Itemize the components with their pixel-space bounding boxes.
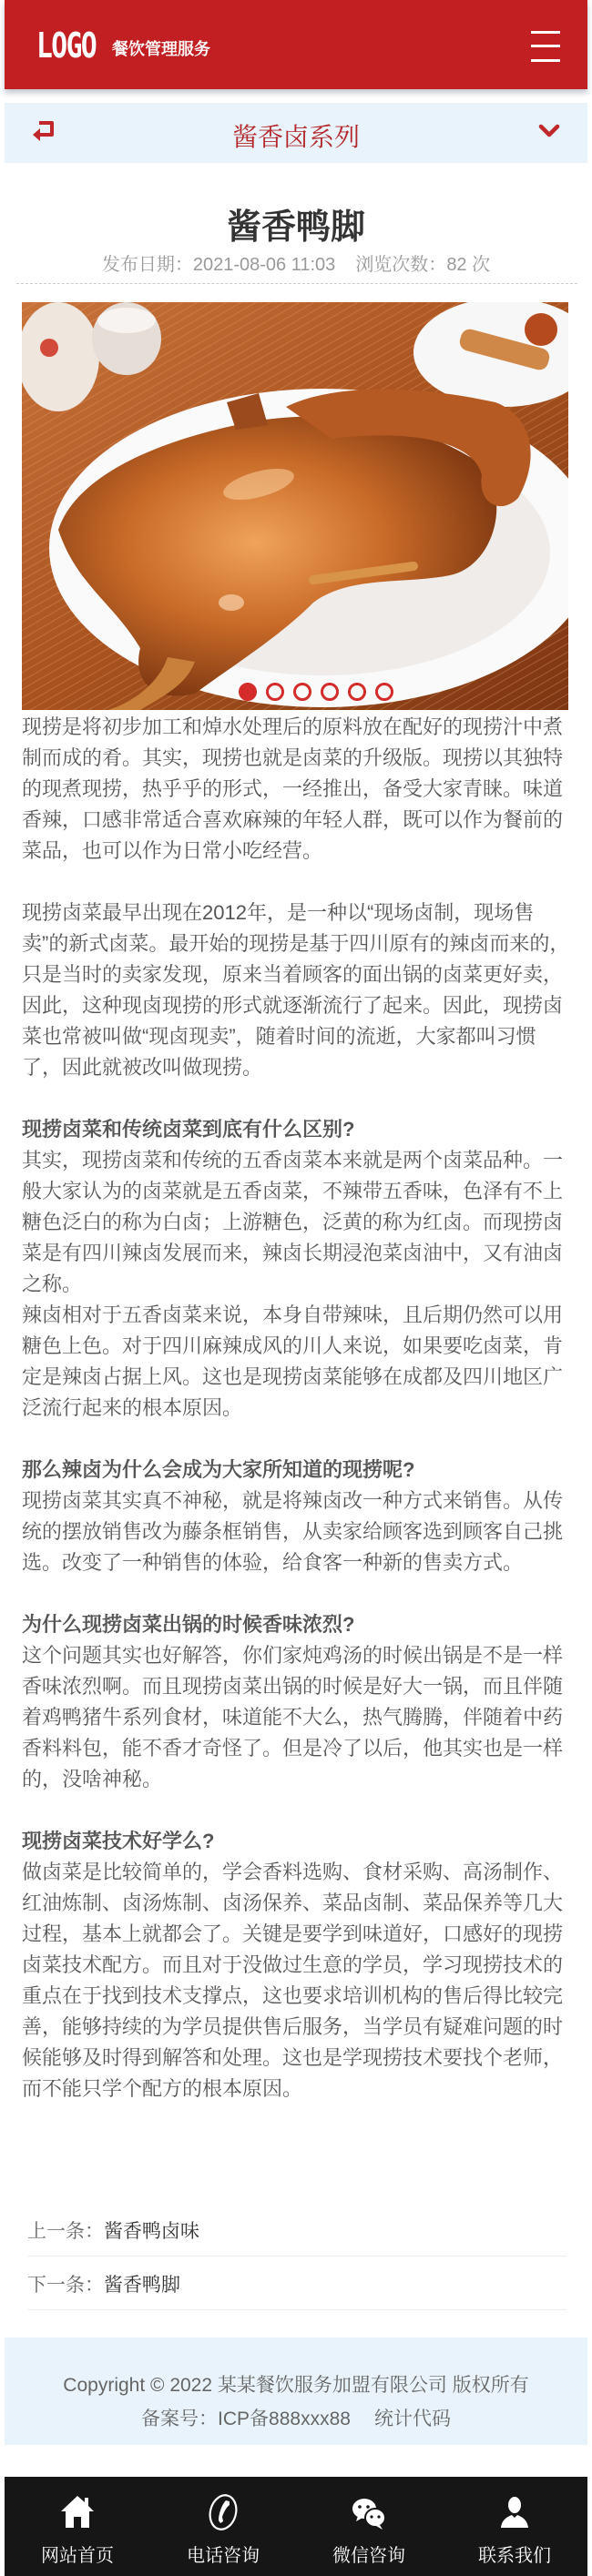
site-header: [5, 0, 587, 89]
nav-contact[interactable]: [442, 2477, 587, 2576]
paragraph: 其实，现捞卤菜和传统的五香卤菜本来就是两个卤菜品种。一般大家认为的卤菜就是五香卤菜，不辣带五香味，色泽有不上糖色泛白的称为白卤；上游糖色，泛黄的称为红卤。而现捞卤菜是有四川辣卤发展而来，辣卤长期浸泡菜卤油中，又有油卤之称。: [22, 1149, 564, 1295]
next-article: [27, 2257, 566, 2310]
nav-home-label: 网站首页: [41, 2546, 114, 2566]
slider-dots: [239, 683, 393, 701]
publish-label: 发布日期：: [101, 255, 193, 275]
article-meta: [0, 249, 592, 276]
category-title: 酱香卤系列: [231, 123, 360, 151]
nav-phone[interactable]: [150, 2477, 296, 2576]
views-count: 82: [446, 255, 467, 275]
home-icon: [58, 2493, 97, 2531]
article-title: 酱香鸭脚: [226, 208, 365, 247]
duck-dish-image: [22, 302, 568, 710]
site-name: 餐饮管理服务: [112, 40, 210, 58]
slider-dot[interactable]: [348, 683, 366, 701]
stats-code-link[interactable]: 统计代码: [373, 2409, 451, 2429]
paragraph: 做卤菜是比较简单的，学会香料选购、食材采购、高汤制作、红油炼制、卤汤炼制、卤汤保养、菜品卤制、菜品保养等几大过程，基本上就都会了。关键是要学到味道好，口感好的现捞卤菜技术配方。而且对于没做过生意的学员，学习现捞技术的重点在于找到技术支撑点，这也要求培训机构的售后得比较完善，能够持续的为学员提供售后服务，当学员有疑难问题的时候能够及时得到解答和处理。这也是学现捞技术要找个老师，而不能只学个配方的根本原因。: [22, 1861, 564, 2100]
prev-article-link[interactable]: 酱香鸭卤味: [104, 2221, 199, 2242]
slider-dot[interactable]: [321, 683, 339, 701]
slider-dot[interactable]: [239, 683, 257, 701]
views-label: 浏览次数：: [355, 255, 447, 275]
slider-dot[interactable]: [266, 683, 284, 701]
nav-contact-label: 联系我们: [478, 2546, 551, 2566]
nav-wechat[interactable]: [296, 2477, 442, 2576]
paragraph: 辣卤相对于五香卤菜来说，本身自带辣味，且后期仍然可以用糖色上色。对于四川麻辣成风的川人来说，如果要吃卤菜，肯定是辣卤占据上风。这也是现捞卤菜能够在成都及四川地区广泛流行起来的根本原因。: [22, 1303, 564, 1419]
bottom-nav: [5, 2477, 587, 2576]
next-label: 下一条：: [27, 2275, 104, 2296]
chevron-down-icon[interactable]: [538, 123, 560, 139]
user-icon: [495, 2493, 534, 2531]
phone-icon: [204, 2493, 242, 2531]
paragraph: 现捞卤菜最早出现在2012年，是一种以“现场卤制，现场售卖”的新式卤菜。最开始的现捞是基于四川原有的辣卤而来的，只是当时的卖家发现，原来当着顾客的面出锅的卤菜更好卖，因此，这种现卤现捞的形式就逐渐流行了起来。因此，现捞卤菜也常被叫做“现卤现卖”，随着时间的流逝，大家都叫习惯了，因此就被改叫做现捞。: [22, 901, 570, 1079]
article-content: [22, 712, 572, 2104]
icp-label: 备案号：: [141, 2409, 219, 2429]
image-slider[interactable]: [22, 302, 568, 710]
next-article-link[interactable]: 酱香鸭脚: [104, 2275, 180, 2296]
copyright-text: Copyright © 2022 某某餐饮服务加盟有限公司 版权所有: [63, 2375, 529, 2396]
site-footer: [5, 2338, 587, 2445]
section-heading: 为什么现捞卤菜出锅的时候香味浓烈?: [22, 1613, 355, 1636]
paragraph: 这个问题其实也好解答，你们家炖鸡汤的时候出锅是不是一样香味浓烈啊。而且现捞卤菜出锅的时候是好大一锅，而且伴随着鸡鸭猪牛系列食材，味道能不大么，热气腾腾，伴随着中药香料料包，能不香才奇怪了。但是冷了以后，他其实也是一样的，没啥神秘。: [22, 1644, 564, 1790]
icp-line: [5, 2402, 587, 2436]
prev-article: [27, 2203, 566, 2257]
nav-home[interactable]: [5, 2477, 150, 2576]
prev-label: 上一条：: [27, 2221, 104, 2242]
section-heading: 现捞卤菜技术好学么?: [22, 1830, 215, 1852]
nav-wechat-label: 微信咨询: [332, 2546, 405, 2566]
slider-dot[interactable]: [375, 683, 393, 701]
meta-divider: [16, 283, 577, 284]
publish-date: 2021-08-06 11:03: [192, 255, 336, 275]
wechat-icon: [350, 2493, 388, 2531]
logo[interactable]: LOGO: [36, 25, 97, 66]
paragraph: 现捞卤菜其实真不神秘，就是将辣卤改一种方式来销售。从传统的摆放销售改为藤条框销售，从卖家给顾客选到顾客自己挑选。改变了一种销售的体验，给食客一种新的售卖方式。: [22, 1489, 564, 1574]
section-heading: 那么辣卤为什么会成为大家所知道的现捞呢?: [22, 1458, 415, 1481]
slider-dot[interactable]: [293, 683, 311, 701]
icp-link[interactable]: ICP备888xxx88: [218, 2409, 351, 2429]
nav-phone-label: 电话咨询: [187, 2546, 260, 2566]
hamburger-menu-icon[interactable]: [531, 31, 560, 64]
category-bar: [5, 103, 587, 163]
paragraph: 现捞是将初步加工和焯水处理后的原料放在配好的现捞汁中煮制而成的肴。其实，现捞也就是卤菜的升级版。现捞以其独特的现煮现捞，热乎乎的形式，一经推出，备受大家青睐。味道香辣，口感非常适合喜欢麻辣的年轻人群，既可以作为餐前的菜品，也可以作为日常小吃经营。: [22, 715, 564, 862]
prev-next-nav: [27, 2203, 566, 2310]
section-heading: 现捞卤菜和传统卤菜到底有什么区别?: [22, 1118, 355, 1141]
views-unit: 次: [472, 255, 491, 275]
